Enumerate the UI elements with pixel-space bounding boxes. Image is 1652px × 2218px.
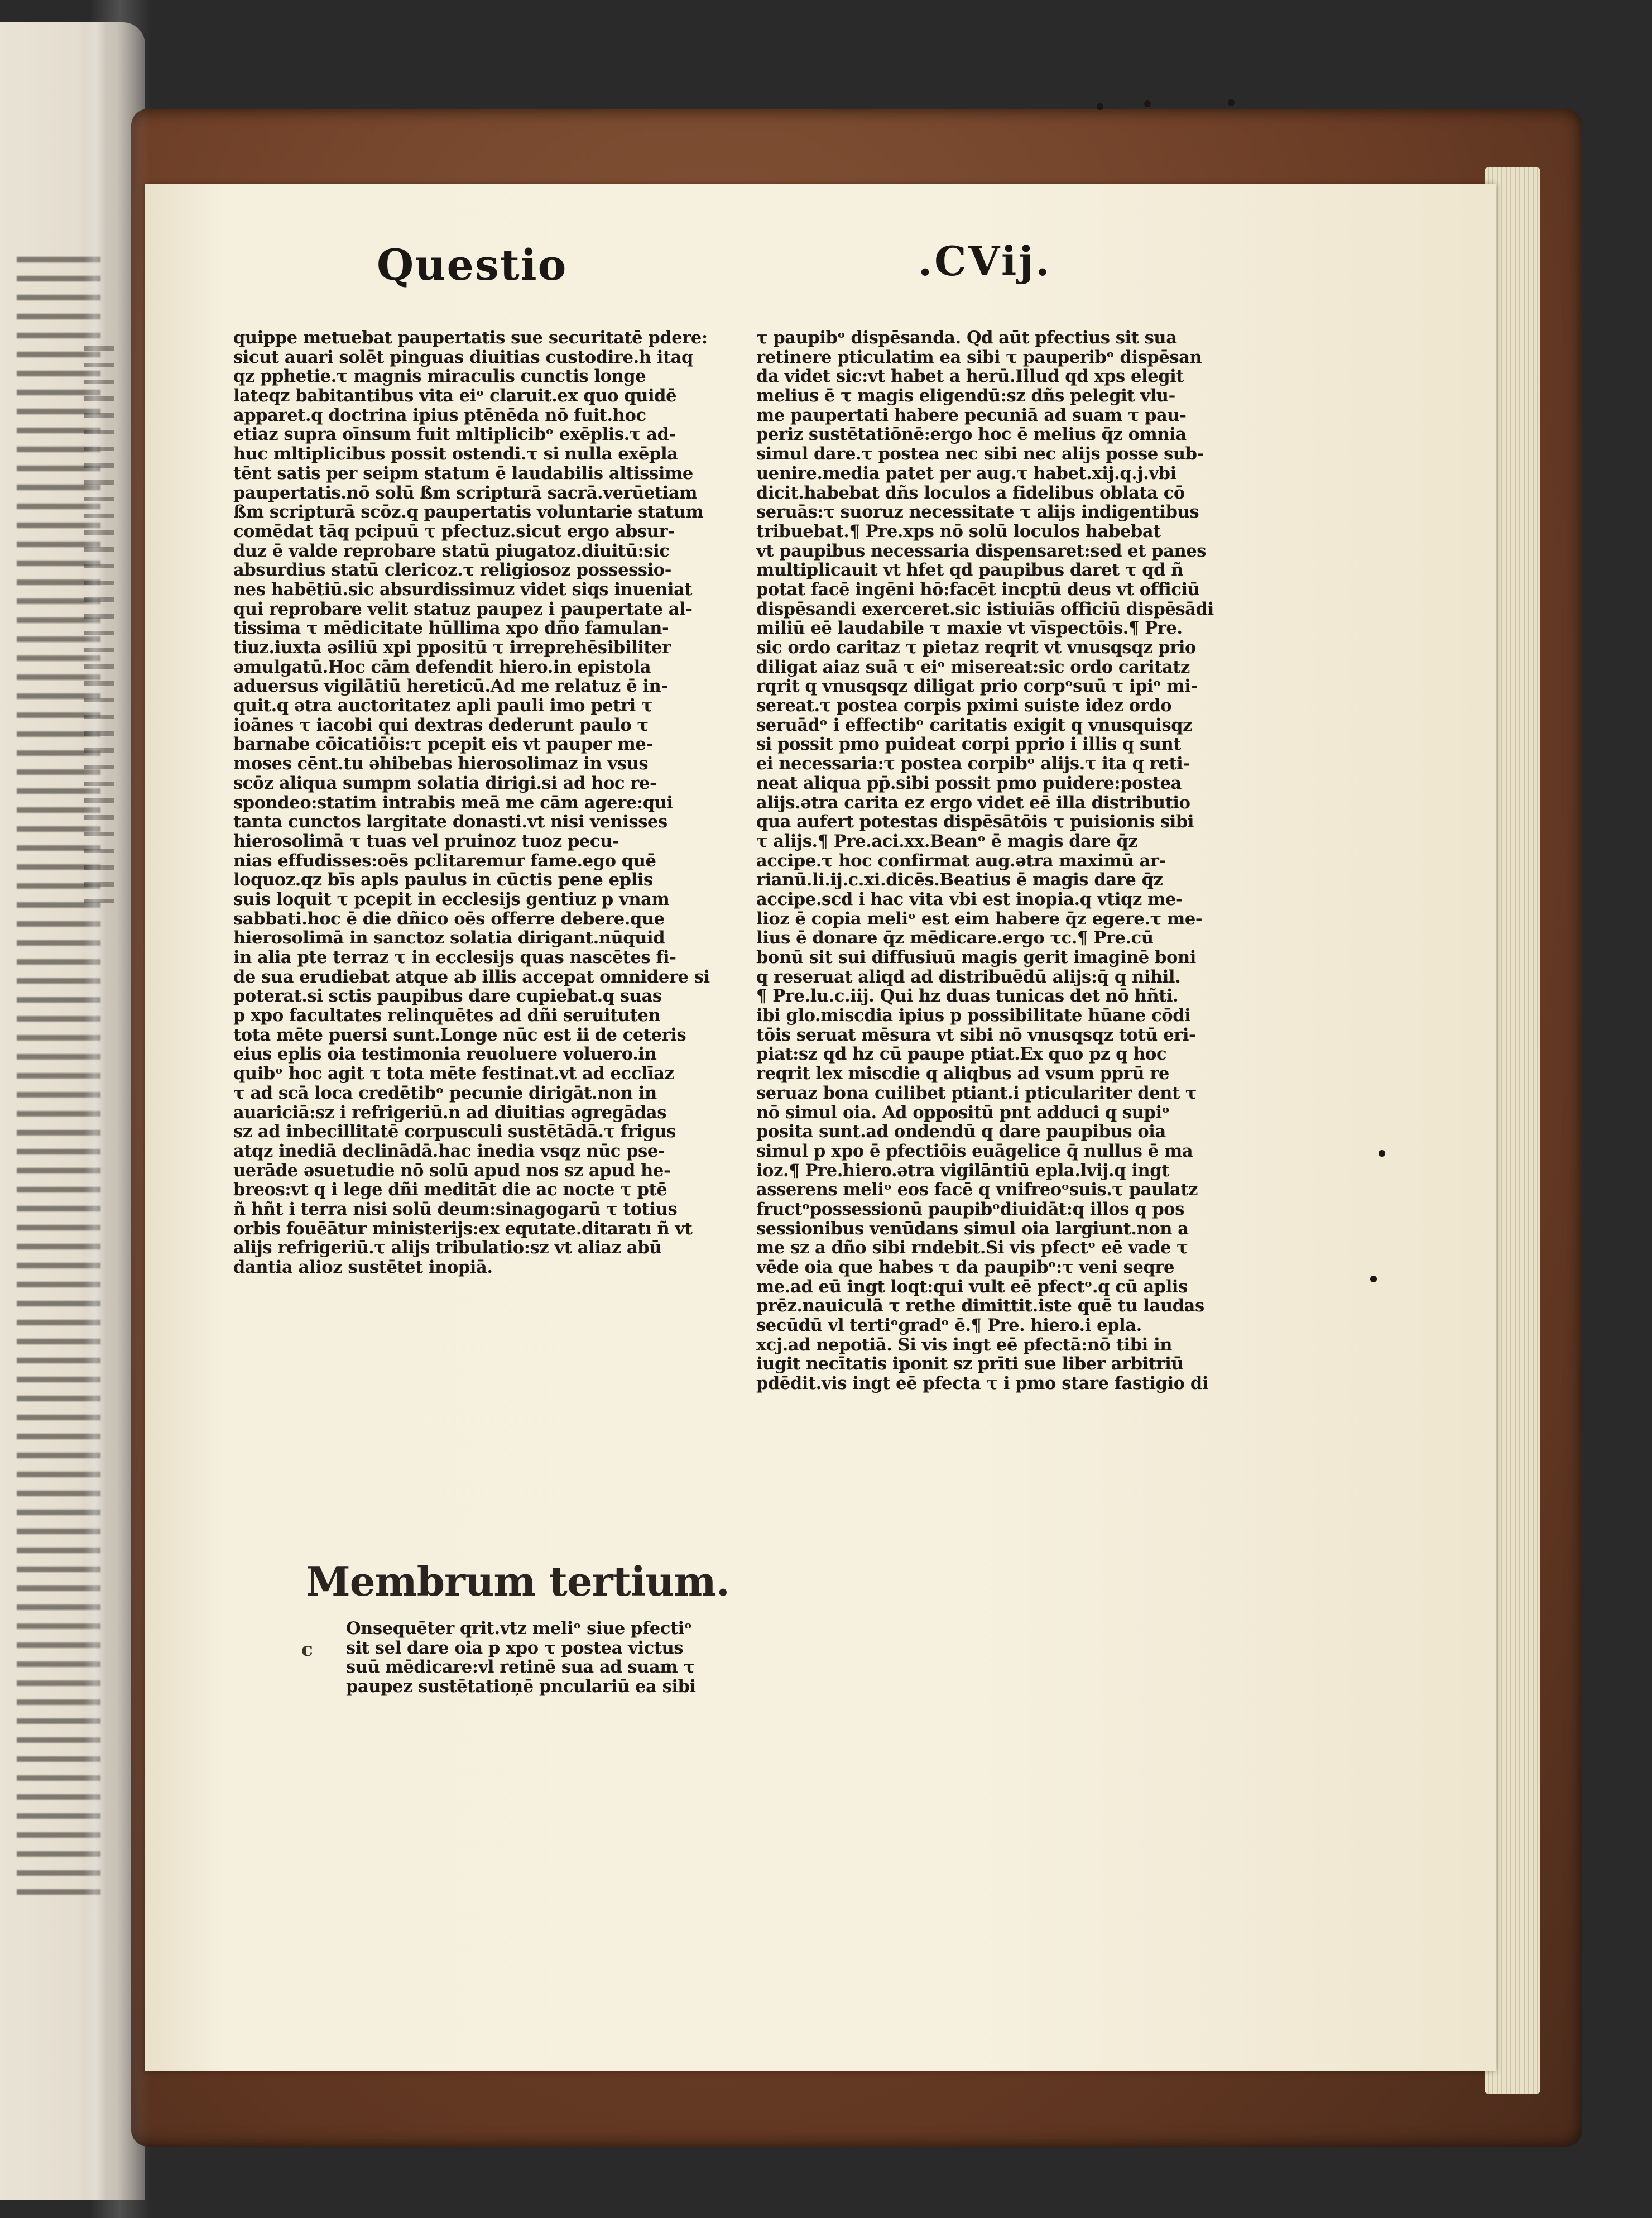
text-line: accipe.τ hoc confirmat aug.ətra maximū ar-	[756, 851, 1166, 871]
text-line: τ ad scā loca credētibᵒ pecunie dirigāt.non in	[233, 1083, 657, 1103]
text-line: potat facē ingēni hō:facēt incptū deus vt officiū	[756, 579, 1200, 600]
text-line: suis loquit τ pcepit in ecclesijs gentiuz p vnam	[233, 889, 670, 909]
text-line: ioānes τ iacobi qui dextras dederunt paulo τ	[233, 715, 649, 735]
text-line: nō simul oia. Ad oppositū pnt adduci q supiᵒ	[756, 1103, 1170, 1123]
text-line: tēnt satis per seipm statum ē laudabilis altissime	[233, 463, 693, 483]
text-line: dantia alioz sustētet inopiā.	[233, 1258, 493, 1277]
text-line: seruādᵒ i effectibᵒ caritatis exigit q vnusquisqz	[756, 715, 1193, 735]
wormhole	[1144, 100, 1151, 107]
text-line: poterat.si sctis paupibus dare cupiebat.q suas	[233, 986, 662, 1007]
wormhole	[1097, 103, 1103, 110]
text-line: xcj.ad nepotiā. Si vis ingt eē pfectā:nō tibi in	[756, 1335, 1173, 1355]
text-line: huc mltiplicibus possit ostendi.τ si nulla exēpla	[233, 444, 678, 464]
glass-glare	[89, 0, 151, 2218]
text-line: secūdū vl tertiᵒgradᵒ ē.¶ Pre. hiero.i epla.	[756, 1316, 1142, 1335]
text-line: τ alijs.¶ Pre.aci.xx.Beanᵒ ē magis dare q̄z	[756, 831, 1138, 851]
text-line: posita sunt.ad ondendū q dare paupibus oia	[756, 1122, 1166, 1142]
text-line: miliū eē laudabile τ maxie vt vīspectōis.¶ Pre.	[756, 619, 1183, 638]
text-line: melius ē τ magis eligendū:sz dñs pelegit vlu-	[756, 386, 1175, 406]
text-line: neat aliqua pp̄.sibi possit pmo puidere:postea	[756, 773, 1182, 793]
text-line: me.ad eū ingt loqt:qui vult eē pfectᵒ.q cū aplis	[756, 1277, 1188, 1297]
text-line: sic ordo caritaz τ pietaz reqrit vt vnusqsqz prio	[756, 638, 1196, 658]
text-line: vēde oia que habes τ da paupibᵒ:τ veni seqre	[756, 1258, 1175, 1277]
text-line: etiaz supra oīnsum fuit mltiplicibᵒ exēplis.τ ad-	[233, 425, 676, 445]
text-line: əmulgatū.Hoc cām defendit hiero.in epistola	[233, 657, 651, 677]
text-line: ibi glo.miscdia ipius p possibilitate hūane cōdi	[756, 1006, 1191, 1026]
text-line: comēdat tāq pcipuū τ pfectuz.sicut ergo absur-	[233, 521, 675, 542]
text-line: p xpo facultates relinquētes ad dñi seruituten	[233, 1006, 661, 1026]
text-line: nias effudisses:oēs pclitaremur fame.ego quē	[233, 851, 656, 871]
text-line: simul dare.τ postea nec sibi nec alijs posse sub-	[756, 444, 1204, 464]
text-line: suū mēdicare:vl retinē sua ad suam τ	[346, 1657, 695, 1678]
text-line: orbis fouēātur ministerijs:ex equtate.ditaratı ñ vt	[233, 1219, 693, 1239]
text-line: tanta cunctos largitate donasti.vt nisi venisses	[233, 812, 667, 832]
text-line: pdēdit.vis ingt eē pfecta τ i pmo stare fastigio di	[756, 1374, 1209, 1393]
text-line: de sua erudiebat atque ab illis accepat omnidere si	[233, 967, 710, 987]
text-line: quit.q ətra auctoritatez apli pauli imo petri τ	[233, 696, 653, 716]
left-sub-column	[346, 1619, 737, 1697]
text-line: qui reprobare velit statuz paupez i paupertate al-	[233, 599, 693, 619]
text-line: sit sel dare oia p xpo τ postea victus	[346, 1638, 684, 1658]
text-line: spondeo:statim intrabis meā me cām agere:qui	[233, 793, 673, 813]
text-line: qz pphetie.τ magnis miraculis cunctis longe	[233, 367, 646, 387]
text-line: atqz inediā declinādā.hac inedia vsqz nūc pse-	[233, 1141, 665, 1161]
text-line: lateqz babitantibus vita eiᵒ claruit.ex quo quidē	[233, 386, 677, 406]
text-line: paupertatis.nō solū ßm scripturā sacrā.verūetiam	[233, 483, 698, 503]
text-line: accipe.scd i hac vita vbi est inopia.q vtiqz me-	[756, 889, 1183, 909]
text-line: tiuz.iuxta əsiliū xpi ppositū τ irreprehēsibiliter	[233, 638, 671, 658]
text-line: breos:vt q i lege dñi meditāt die ac nocte τ ptē	[233, 1180, 667, 1200]
text-line: vt paupibus necessaria dispensaret:sed et panes	[756, 541, 1207, 561]
text-line: alijs.ətra carita ez ergo videt eē illa distributio	[756, 793, 1190, 813]
text-line: alijs refrigeriū.τ alijs tribulatio:sz vt aliaz abū	[233, 1238, 662, 1258]
text-line: moses cēnt.tu əhibebas hierosolimaz in vsus	[233, 754, 649, 774]
text-line: eius eplis oia testimonia reuoluere voluero.in	[233, 1045, 657, 1065]
right-text-column	[756, 328, 1261, 1393]
text-line: sereat.τ postea corpis pximi suiste idez ordo	[756, 696, 1172, 716]
text-line: dicit.habebat dñs loculos a fidelibus oblata cō	[756, 483, 1185, 503]
text-line: sessionibus venūdans simul oia largiunt.non a	[756, 1219, 1189, 1239]
text-line: tota mēte puersi sunt.Longe nūc est ii de ceteris	[233, 1025, 686, 1045]
text-line: ßm scripturā scōz.q paupertatis voluntarie statum	[233, 502, 704, 522]
text-line: multiplicauit vt hfet qd paupibus daret τ qd ñ	[756, 561, 1184, 580]
wormhole	[1370, 1276, 1377, 1282]
section-heading: Membrum tertium.	[306, 1558, 729, 1605]
text-line: in alia pte terraz τ in ecclesijs quas nascētes fi-	[233, 948, 676, 967]
folio-number: .CVij.	[918, 237, 1052, 285]
text-line: loquoz.qz bīs apls paulus in cūctis pene eplis	[233, 870, 653, 890]
text-line: tribuebat.¶ Pre.xps nō solū loculos habebat	[756, 521, 1161, 542]
text-line: prēz.nauiculā τ rethe dimittit.iste quē tu laudas	[756, 1296, 1204, 1316]
text-line: retinere pticulatim ea sibi τ pauperibᵒ dispēsan	[756, 347, 1202, 367]
text-line: absurdius statū clericoz.τ religiosoz possessio-	[233, 561, 671, 580]
text-line: lioz ē copia meliᵒ est eim habere q̄z egere.τ me-	[756, 909, 1203, 929]
running-head: Questio	[377, 240, 568, 290]
text-line: uerāde əsuetudie nō solū apud nos sz apud he-	[233, 1161, 671, 1181]
text-line: me paupertati habere pecuniā ad suam τ pau-	[756, 405, 1187, 425]
text-line: dispēsandi exerceret.sic istiuiās officiū dispēsādi	[756, 599, 1214, 619]
text-line: apparet.q doctrina ipius ptēnēda nō fuit.hoc	[233, 405, 646, 425]
text-line: duz ē valde reprobare statū piugatoz.diuitū:sic	[233, 541, 670, 561]
text-line: Onsequēter qrit.vtz meliᵒ siue pfectiᵒ	[346, 1619, 692, 1639]
text-line: quibᵒ hoc agit τ tota mēte festinat.vt ad ecclīaz	[233, 1064, 674, 1084]
text-line: quippe metuebat paupertatis sue securitatē pdere:	[233, 328, 708, 348]
text-line: asserens meliᵒ eos facē q vnifreoᵒsuis.τ paulatz	[756, 1180, 1198, 1200]
text-line: diligat aiaz suā τ eiᵒ misereat:sic ordo caritatz	[756, 657, 1190, 677]
text-line: sz ad inbecillitatē corpusculi sustētādā.τ frigus	[233, 1122, 676, 1142]
text-line: iugit necītatis iponit sz prīti sue liber arbitriū	[756, 1354, 1184, 1374]
text-line: ¶ Pre.lu.c.iij. Qui hz duas tunicas det nō hñti.	[756, 986, 1179, 1007]
left-text-column	[233, 328, 738, 1277]
text-line: tissima τ mēdicitate hūllima xpo dño famulan-	[233, 619, 669, 638]
text-line: piat:sz qd hz cū paupe ptiat.Ex quo pz q hoc	[756, 1045, 1167, 1065]
text-line: ioz.¶ Pre.hiero.ətra vigilāntiū epla.lvij.q ingt	[756, 1161, 1169, 1181]
text-line: hierosolimā τ tuas vel pruinoz tuoz pecu-	[233, 831, 620, 851]
wormhole	[1379, 1150, 1385, 1157]
text-line: bonū sit sui diffusiuū magis gerit imaginē boni	[756, 948, 1196, 967]
text-line: q reseruat aliqd ad distribuēdū alijs:q̄ q nihil.	[756, 967, 1181, 987]
text-line: me sz a dño sibi rndebit.Si vis pfectᵒ eē vade τ	[756, 1238, 1188, 1258]
text-line: τ paupibᵒ dispēsanda. Qd aūt pfectius sit sua	[756, 328, 1177, 348]
text-line: periz sustētatiōnē:ergo hoc ē melius q̄z omnia	[756, 425, 1187, 445]
text-line: lius ē donare q̄z mēdicare.ergo τc.¶ Pre.cū	[756, 928, 1154, 948]
text-line: scōz aliqua sumpm solatia dirigi.si ad hoc re-	[233, 773, 657, 793]
text-line: simul p xpo ē pfectiōis euāgelice q̄ nullus ē ma	[756, 1141, 1193, 1161]
text-line: tōis seruat mēsura vt sibi nō vnusqsqz totū eri-	[756, 1025, 1196, 1045]
text-line: aduersus vigilātiū hereticū.Ad me relatuz ē in-	[233, 677, 668, 697]
text-line: barnabe cōicatiōis:τ pcepit eis vt pauper me-	[233, 735, 653, 755]
text-line: rianū.li.ij.c.xi.dicēs.Beatius ē magis dare q̄z	[756, 870, 1163, 890]
text-line: paupez sustētatioņē pnculariū ea sibi	[346, 1677, 696, 1697]
text-line: ei necessaria:τ postea corpibᵒ alijs.τ ita q reti-	[756, 754, 1190, 774]
text-line: hierosolimā in sanctoz solatia dirigant.nūquid	[233, 928, 665, 948]
text-line: sabbati.hoc ē die dñico oēs offerre debere.que	[233, 909, 665, 929]
text-line: uenire.media patet per aug.τ habet.xij.q.j.vbi	[756, 463, 1176, 483]
text-line: rqrit q vnusqsqz diligat prio corpᵒsuū τ ipiᵒ mi-	[756, 677, 1198, 697]
text-line: sicut auari solēt pinguas diuitias custodire.h itaq	[233, 347, 693, 367]
text-line: auariciā:sz i refrigeriū.n ad diuitias əgregādas	[233, 1103, 667, 1123]
text-line: nes habētiū.sic absurdissimuz videt siqs inueniat	[233, 579, 693, 600]
text-line: seruās:τ suoruz necessitate τ alijs indigentibus	[756, 502, 1199, 522]
guide-letter: c	[301, 1639, 313, 1661]
text-line: da videt sic:vt habet a herū.Illud qd xps elegit	[756, 367, 1184, 387]
text-line: ñ hñt i terra nisi solū deum:sinagogarū τ totius	[233, 1199, 678, 1219]
text-line: qua aufert potestas dispēsātōis τ puisionis sibi	[756, 812, 1194, 832]
text-line: fructᵒpossessionū paupibᵒdiuidāt:q illos q pos	[756, 1199, 1185, 1219]
text-line: si possit pmo puideat corpi pprio i illis q sunt	[756, 735, 1182, 755]
text-line: reqrit lex miscdie q aliqbus ad vsum pprū re	[756, 1064, 1170, 1084]
text-line: seruaz bona cuilibet ptiant.i pticulariter dent τ	[756, 1083, 1197, 1103]
wormhole	[1228, 99, 1235, 106]
